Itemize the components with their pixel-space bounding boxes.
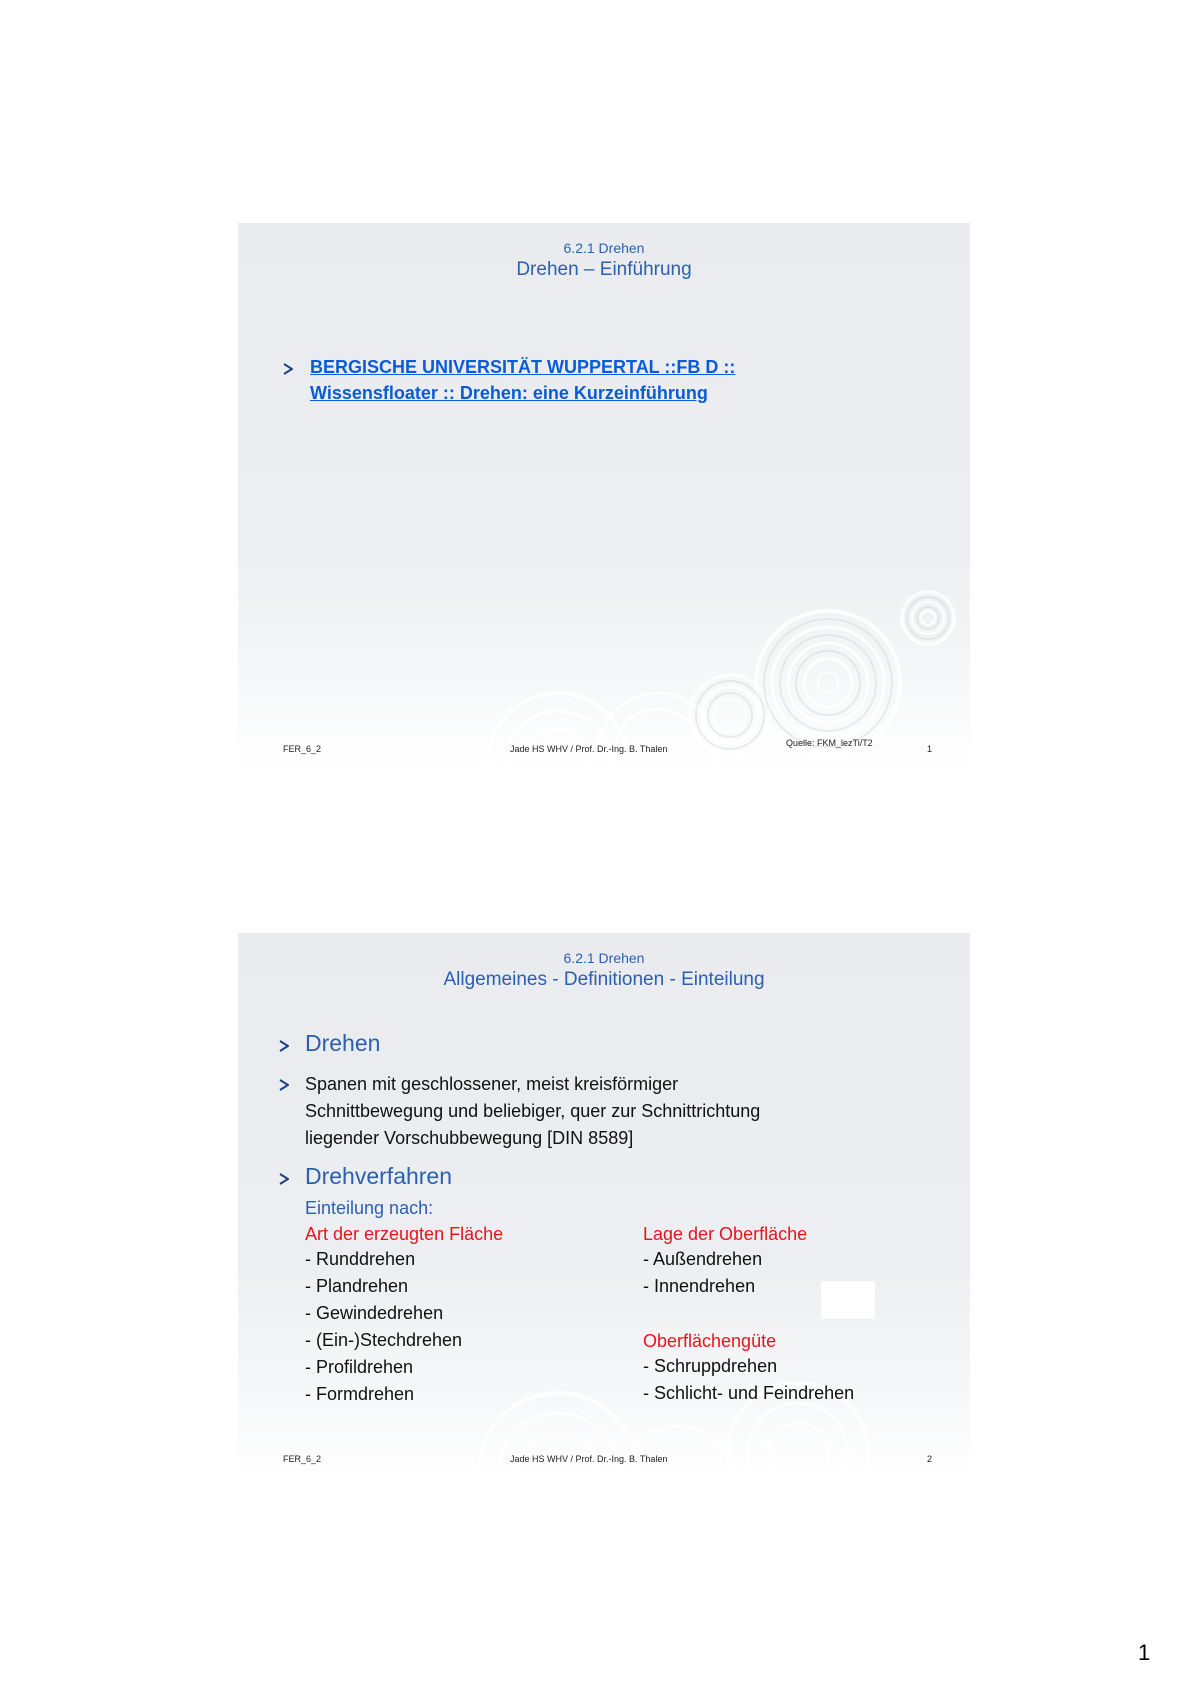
definition-line-1: Spanen mit geschlossener, meist kreisförmiger: [305, 1074, 679, 1094]
footer-slide-number: 2: [926, 1454, 932, 1464]
list-item: - Runddrehen: [305, 1249, 416, 1269]
list-item: - Profildrehen: [305, 1357, 414, 1377]
right-list-lage: [643, 1246, 762, 1300]
footer-slide-number: 1: [926, 744, 932, 754]
right-heading-guete: Oberflächengüte: [643, 1331, 777, 1351]
list-item: - Schlicht- und Feindrehen: [643, 1383, 855, 1403]
university-link-line1[interactable]: BERGISCHE UNIVERSITÄT WUPPERTAL ::FB D ::: [310, 357, 736, 377]
bullet-arrow-icon: [279, 1173, 289, 1185]
ripple-decoration: [238, 223, 970, 771]
footer-author: Jade HS WHV / Prof. Dr.-Ing. B. Thalen: [510, 744, 668, 754]
right-list-guete: [643, 1353, 854, 1407]
list-item: - Plandrehen: [305, 1276, 409, 1296]
list-item: - Innendrehen: [643, 1276, 756, 1296]
left-list: [305, 1246, 462, 1408]
slide-1: [238, 223, 970, 771]
bullet-drehverfahren: Drehverfahren: [305, 1163, 453, 1189]
slide-2: [238, 933, 970, 1481]
bullet-arrow-icon: [279, 1040, 289, 1052]
bullet-arrow-icon: [283, 363, 293, 375]
list-item: - Formdrehen: [305, 1384, 415, 1404]
slide-subtitle: 6.2.1 Drehen: [563, 950, 645, 966]
left-heading: Art der erzeugten Fläche: [305, 1224, 504, 1244]
bullet-arrow-icon: [279, 1079, 289, 1091]
slide-title: Drehen – Einführung: [516, 259, 692, 280]
footer-source: Quelle: FKM_lezTi/T2: [786, 738, 873, 748]
footer-course-code: FER_6_2: [283, 1454, 322, 1464]
footer-course-code: FER_6_2: [283, 744, 322, 754]
right-heading-lage: Lage der Oberfläche: [643, 1224, 808, 1244]
bullet-drehen: Drehen: [305, 1030, 381, 1056]
list-item: - (Ein-)Stechdrehen: [305, 1330, 463, 1350]
page-number: 1: [1138, 1640, 1151, 1665]
blank-box: [821, 1281, 875, 1319]
slide-title: Allgemeines - Definitionen - Einteilung: [443, 969, 765, 990]
list-item: - Schruppdrehen: [643, 1356, 778, 1376]
definition-line-3: liegender Vorschubbewegung [DIN 8589]: [305, 1128, 634, 1148]
footer-author: Jade HS WHV / Prof. Dr.-Ing. B. Thalen: [510, 1454, 668, 1464]
definition-line-2: Schnittbewegung und beliebiger, quer zur Schnittrichtung: [305, 1101, 761, 1121]
list-item: - Außendrehen: [643, 1249, 763, 1269]
slide-subtitle: 6.2.1 Drehen: [563, 240, 645, 256]
list-item: - Gewindedrehen: [305, 1303, 444, 1323]
university-link-line2[interactable]: Wissensfloater :: Drehen: eine Kurzeinführung: [310, 383, 708, 403]
einteilung-label: Einteilung nach:: [305, 1198, 434, 1218]
